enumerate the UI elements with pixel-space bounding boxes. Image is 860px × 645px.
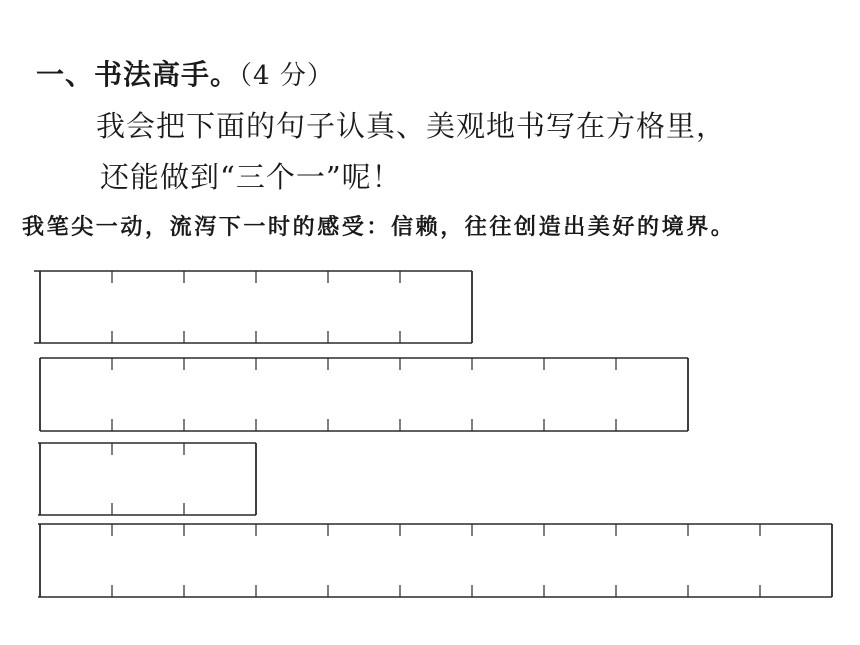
model-sentence: 我笔尖一动，流泻下一时的感受：信赖，往往创造出美好的境界。 — [22, 214, 736, 240]
grid-row[interactable] — [38, 524, 832, 597]
instruction-line-1: 我会把下面的句子认真、美观地书写在方格里， — [96, 109, 727, 143]
instruction-line-2: 还能做到“三个一”呢！ — [100, 160, 402, 194]
grid-row[interactable] — [40, 358, 688, 431]
grid-row[interactable] — [38, 443, 256, 515]
exercise-heading: 一、书法高手。 — [36, 58, 240, 91]
exercise-score: （4 分） — [239, 61, 334, 91]
grid-row[interactable] — [34, 271, 472, 343]
